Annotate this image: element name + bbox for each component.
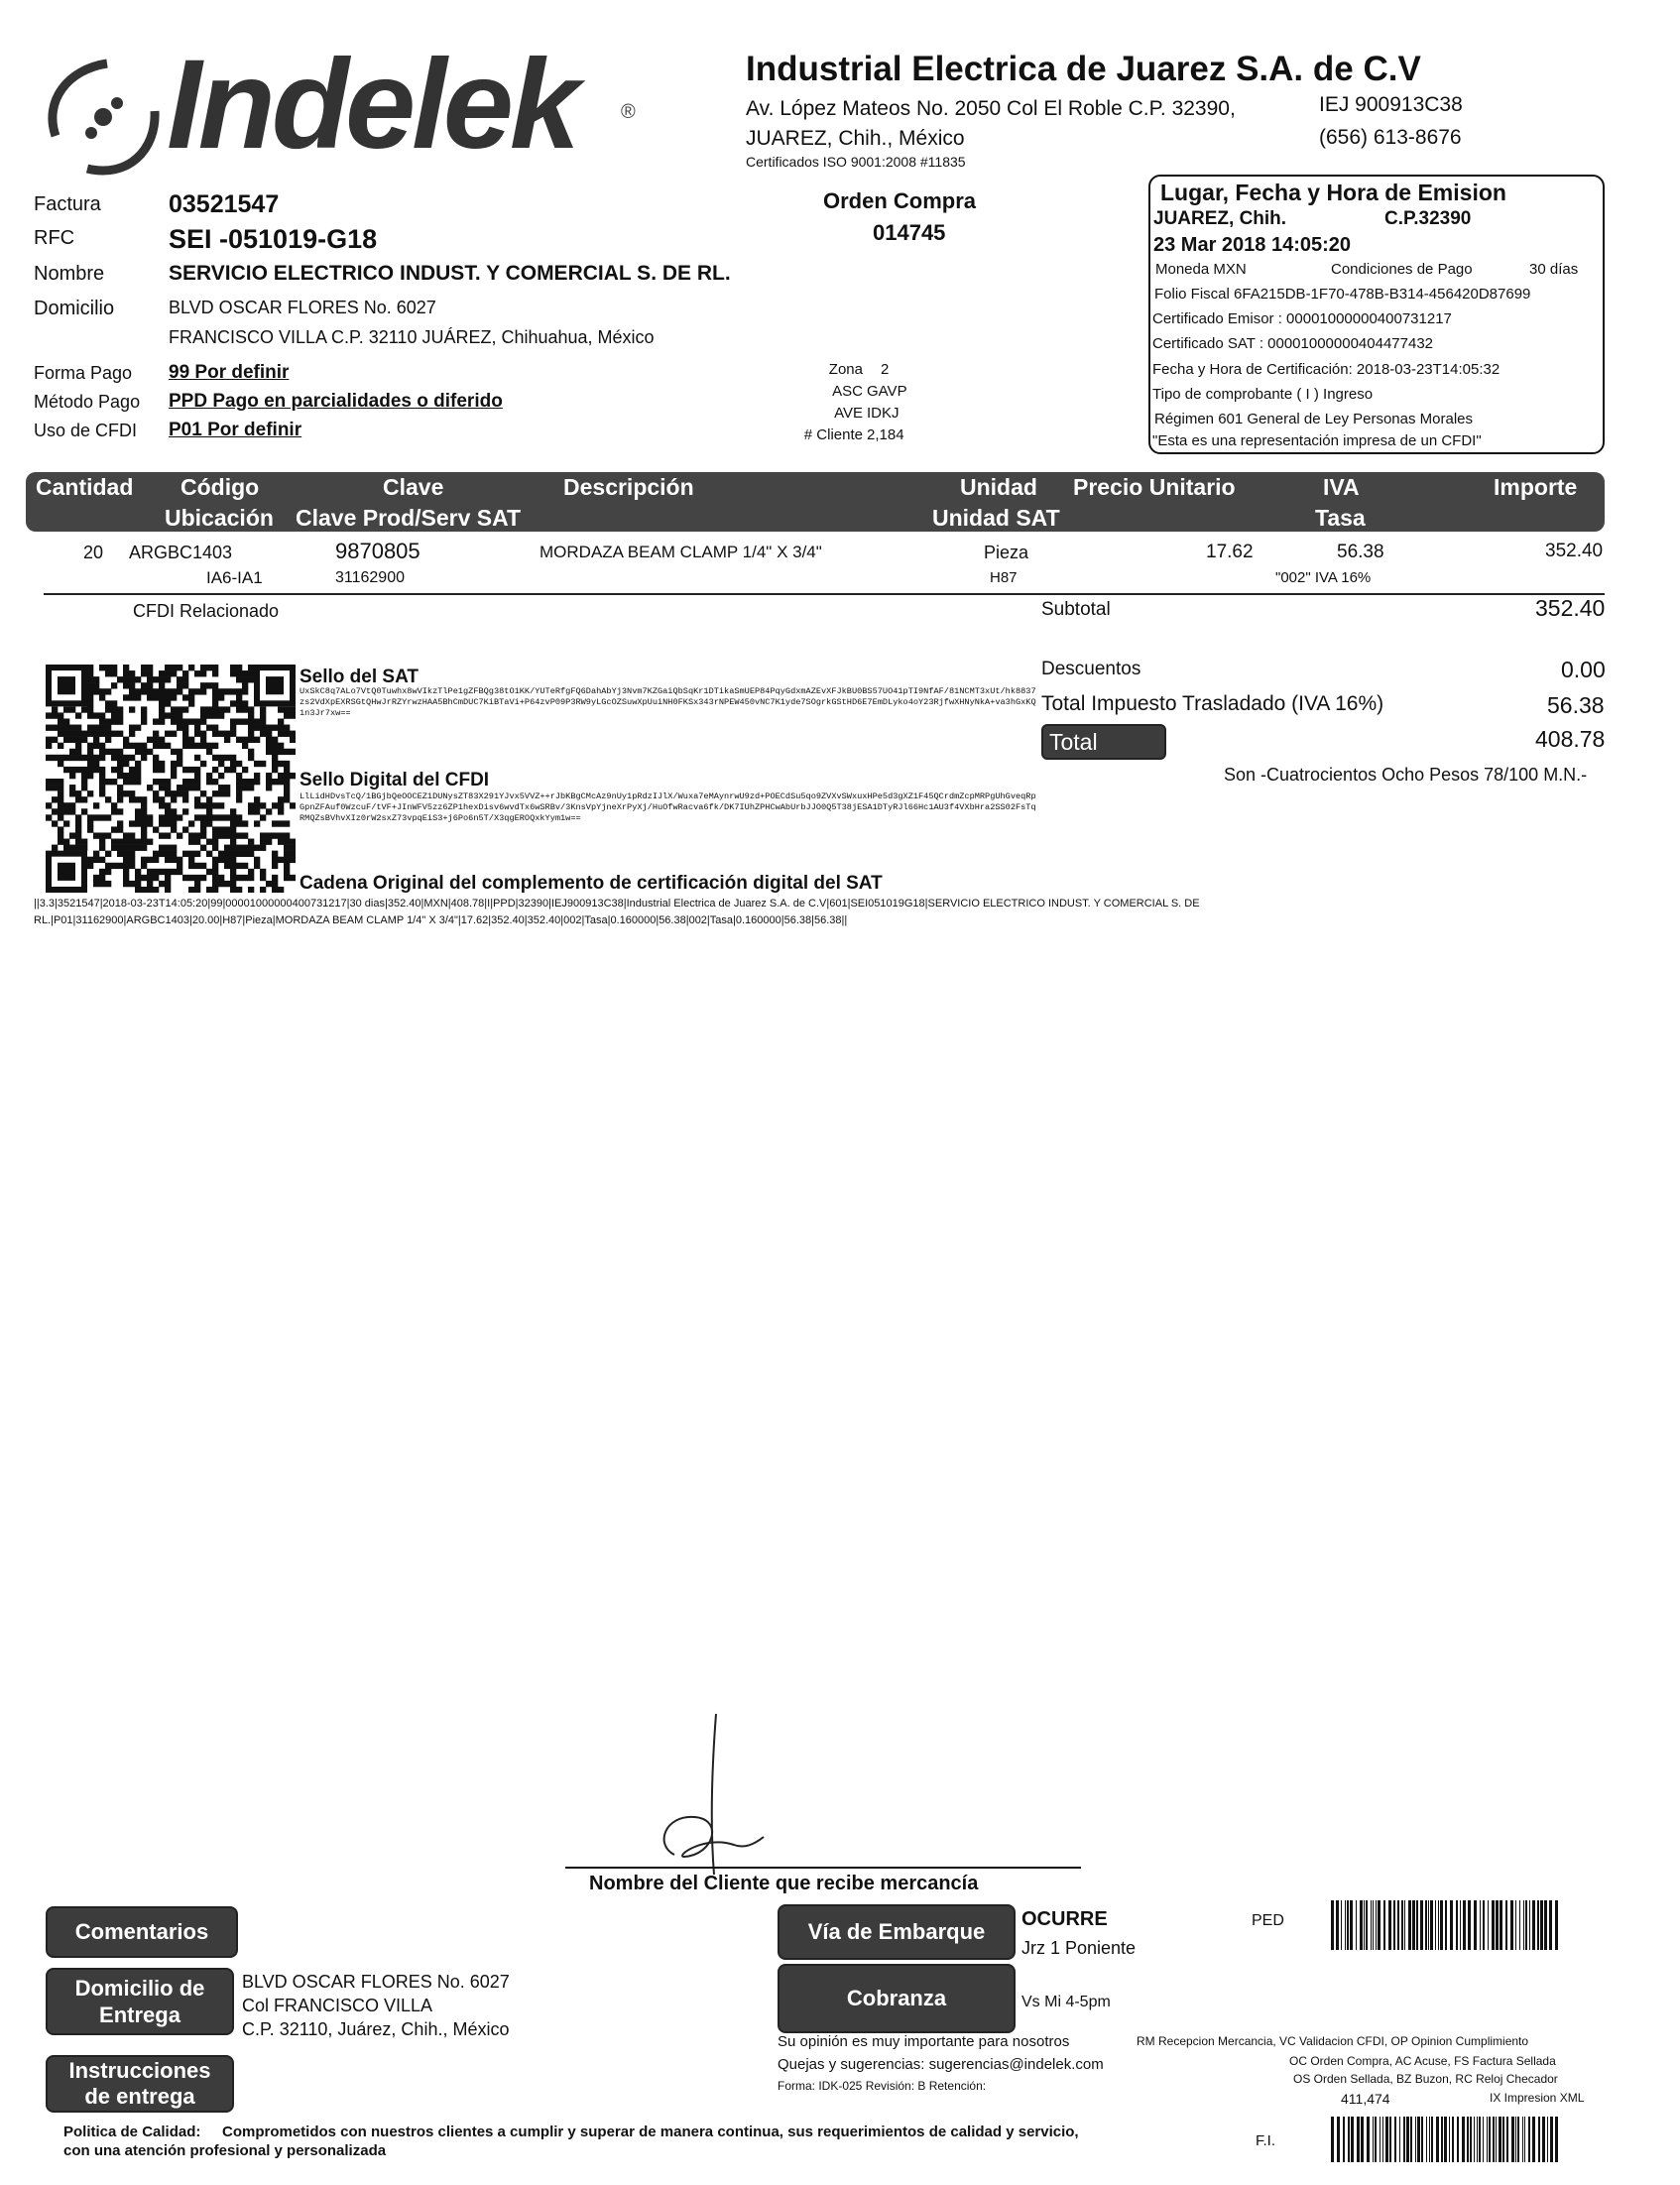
- qr-code: [46, 665, 296, 893]
- ave: IDKJ: [867, 405, 900, 422]
- cadena-line-1: ||3.3|3521547|2018-03-23T14:05:20|99|00001000000400731217|30 dias|352.40|MXN|408.78|I|PPD|32390|IEJ900913C38|Industrial Electrica de Juarez S.A. de C.V|601|SEI051019G18|SERVICIO ELECTRICO INDUST. Y COMERCIAL S. DE: [34, 898, 1200, 910]
- moneda: Moneda MXN: [1155, 261, 1247, 278]
- row-unidad-sat: H87: [990, 569, 1018, 586]
- fi-label: F.I.: [1256, 2132, 1276, 2149]
- cadena-line-2: RL.|P01|31162900|ARGBC1403|20.00|H87|Pieza|MORDAZA BEAM CLAMP 1/4" X 3/4"|17.62|352.40|352.40|002|Tasa|0.160000|56.38|002|Tasa|0.160000|56.38|56.38||: [34, 914, 848, 926]
- emision-cp: C.P.32390: [1384, 208, 1472, 229]
- domicilio-label: Domicilio: [34, 298, 115, 319]
- cert-sat: Certificado SAT : 00001000000404477432: [1152, 335, 1434, 352]
- condiciones-label: Condiciones de Pago: [1331, 261, 1473, 278]
- instrucciones-label: Instrucciones de entrega: [46, 2055, 234, 2113]
- emision-title: Lugar, Fecha y Hora de Emision: [1160, 180, 1506, 205]
- row-clave: 9870805: [335, 539, 420, 563]
- row-codigo: ARGBC1403: [129, 543, 233, 562]
- factura-number: 03521547: [169, 190, 280, 218]
- barcode-top: [1331, 1900, 1559, 1950]
- impuesto-label: Total Impuesto Trasladado (IVA 16%): [1041, 692, 1384, 715]
- client-address-1: BLVD OSCAR FLORES No. 6027: [169, 298, 436, 317]
- row-precio: 17.62: [1206, 542, 1254, 562]
- header-iva: IVA: [1323, 474, 1360, 500]
- row-importe: 352.40: [1545, 541, 1604, 561]
- metodo-pago-label: Método Pago: [34, 392, 141, 412]
- total-label: Total: [1041, 724, 1166, 760]
- fecha-certificacion: Fecha y Hora de Certificación: 2018-03-23T14:05:32: [1152, 361, 1500, 378]
- condiciones-dias: 30 días: [1529, 261, 1579, 278]
- importe-letra: Son -Cuatrocientos Ocho Pesos 78/100 M.N.-: [1224, 765, 1588, 785]
- opinion-text: Su opinión es muy importante para nosotros: [778, 2033, 1070, 2050]
- zona-label: Zona: [828, 361, 863, 378]
- politica-line-2: con una atención profesional y personalizada: [63, 2142, 387, 2159]
- legend-2: OC Orden Compra, AC Acuse, FS Factura Sellada: [1289, 2054, 1556, 2068]
- metodo-pago: PPD Pago en parcialidades o diferido: [169, 391, 503, 412]
- header-clave-prod: Clave Prod/Serv SAT: [296, 505, 522, 531]
- cadena-label: Cadena Original del complemento de certificación digital del SAT: [300, 873, 883, 894]
- cliente-number: 2,184: [867, 426, 904, 443]
- header-precio: Precio Unitario: [1073, 474, 1236, 500]
- header-unidad-sat: Unidad SAT: [932, 505, 1060, 531]
- uso-cfdi-label: Uso de CFDI: [34, 421, 138, 440]
- row-unidad: Pieza: [984, 543, 1029, 562]
- zona: 2: [881, 361, 890, 378]
- orden-compra: 014745: [873, 220, 946, 245]
- company-cert: Certificados ISO 9001:2008 #11835: [746, 154, 966, 170]
- legend-4: IX Impresion XML: [1490, 2091, 1585, 2105]
- client-address-2: FRANCISCO VILLA C.P. 32110 JUÁREZ, Chihuahua, México: [169, 327, 655, 347]
- barcode-bottom: [1331, 2117, 1559, 2162]
- uso-cfdi: P01 Por definir: [169, 420, 302, 440]
- cobranza-label: Cobranza: [778, 1964, 1016, 2033]
- via-embarque-sub: Jrz 1 Poniente: [1021, 1938, 1137, 1958]
- header-tasa: Tasa: [1315, 505, 1366, 531]
- row-descripcion: MORDAZA BEAM CLAMP 1/4" X 3/4": [540, 543, 822, 561]
- registered-icon: ®: [621, 101, 636, 123]
- company-address-2: JUAREZ, Chih., México: [746, 127, 965, 150]
- forma-pago: 99 Por definir: [169, 362, 290, 383]
- entrega-line-2: Col FRANCISCO VILLA: [242, 1996, 433, 2015]
- forma-pago-label: Forma Pago: [34, 363, 133, 383]
- client-name: SERVICIO ELECTRICO INDUST. Y COMERCIAL S. DE RL.: [169, 262, 731, 285]
- sello-cfdi: LlLidHDvsTcQ/1BGjbQeOOCEZ1DUNysZT83X291YJvx5VVZ++rJbKBgCMcAz9nUy1pRdzIJlX/Wuxa7eMAynrwU9zd+POECdSu5qo9ZVXvSWxuxHPe5d3gXZ1F45QCrdmZcpMRPgUhGveqRpGpnZFAuf0WzcuF/tVF+JInWFV5zz6ZP1hexDisv6wvdTx6wSRBv/3KnsVpYjneXrPyXj/HuOfwRacva6fk/DK7IUhZPHCwAbUrbJJO0Q5T38jESA1DTyRJl66Hc1AU3f4VXbHra2SS02FsTqRMQZsBVhvXIz0rW2sxZ73vpqEiS3+j6Po6n5T/X3qgEROQxkYym1w==: [300, 791, 1036, 823]
- asc: GAVP: [867, 383, 907, 400]
- sello-cfdi-label: Sello Digital del CFDI: [300, 770, 490, 790]
- entrega-line-1: BLVD OSCAR FLORES No. 6027: [242, 1972, 510, 1992]
- company-address-1: Av. López Mateos No. 2050 Col El Roble C.P. 32390,: [746, 97, 1236, 120]
- emision-datetime: 23 Mar 2018 14:05:20: [1153, 234, 1352, 256]
- row-tasa: "002" IVA 16%: [1275, 569, 1372, 586]
- politica-line-1: Comprometidos con nuestros clientes a cumplir y superar de manera continua, sus requerimientos de calidad y servicio,: [222, 2124, 1079, 2140]
- cliente-label: # Cliente: [803, 426, 863, 443]
- header-unidad: Unidad: [960, 474, 1037, 500]
- via-embarque: OCURRE: [1021, 1908, 1108, 1930]
- row-ubicacion: IA6-IA1: [206, 568, 263, 587]
- sello-sat-label: Sello del SAT: [300, 667, 420, 687]
- header-ubicacion: Ubicación: [165, 505, 274, 531]
- quejas-text: Quejas y sugerencias: sugerencias@indelek.com: [778, 2056, 1104, 2073]
- via-embarque-label: Vía de Embarque: [778, 1904, 1016, 1960]
- leyenda-cfdi: "Esta es una representación impresa de un CFDI": [1152, 432, 1482, 449]
- impuesto-value: 56.38: [1547, 692, 1605, 718]
- cfdi-relacionado: CFDI Relacionado: [133, 601, 280, 621]
- firma-label: Nombre del Cliente que recibe mercancía: [589, 1873, 979, 1894]
- subtotal-value: 352.40: [1535, 595, 1606, 621]
- comentarios-label: Comentarios: [46, 1906, 238, 1958]
- nombre-label: Nombre: [34, 263, 105, 285]
- company-rfc: IEJ 900913C38: [1319, 93, 1463, 116]
- domicilio-entrega-label: Domicilio de Entrega: [46, 1968, 234, 2035]
- orden-compra-label: Orden Compra: [823, 188, 977, 213]
- header-codigo: Código: [180, 474, 260, 500]
- politica-label: Politica de Calidad:: [63, 2124, 201, 2140]
- table-divider: [44, 593, 1605, 595]
- rfc-label: RFC: [34, 227, 75, 249]
- legend-1: RM Recepcion Mercancia, VC Validacion CFDI, OP Opinion Cumplimiento: [1137, 2034, 1529, 2048]
- regimen: Régimen 601 General de Ley Personas Morales: [1154, 411, 1474, 427]
- entrega-line-3: C.P. 32110, Juárez, Chih., México: [242, 2019, 510, 2039]
- folio-fiscal: Folio Fiscal 6FA215DB-1F70-478B-B314-456420D87699: [1154, 286, 1531, 303]
- total-value: 408.78: [1535, 726, 1606, 752]
- ave-label: AVE: [834, 405, 863, 422]
- header-cantidad: Cantidad: [36, 474, 134, 500]
- legend-number: 411,474: [1341, 2091, 1390, 2107]
- subtotal-label: Subtotal: [1041, 599, 1111, 620]
- legend-3: OS Orden Sellada, BZ Buzon, RC Reloj Checador: [1293, 2072, 1558, 2086]
- logo-text: Indelek: [167, 34, 577, 176]
- emision-city: JUAREZ, Chih.: [1153, 208, 1287, 229]
- descuentos-label: Descuentos: [1041, 659, 1141, 679]
- forma-text: Forma: IDK-025 Revisión: B Retención:: [778, 2079, 987, 2093]
- descuentos-value: 0.00: [1561, 657, 1606, 682]
- signature: [615, 1706, 813, 1884]
- tipo-comprobante: Tipo de comprobante ( I ) Ingreso: [1152, 386, 1374, 403]
- company-logo: [28, 34, 653, 190]
- factura-label: Factura: [34, 193, 101, 215]
- header-descripcion: Descripción: [563, 474, 694, 500]
- signature-line: [565, 1867, 1081, 1869]
- ped-label: PED: [1252, 1912, 1284, 1929]
- client-rfc: SEI -051019-G18: [169, 224, 378, 254]
- cert-emisor: Certificado Emisor : 00001000000400731217: [1152, 310, 1452, 327]
- header-clave: Clave: [383, 474, 444, 500]
- sello-sat: UxSkC8q7ALo7VtQ0Tuwhx8wVIkzTlPe1gZFBQg38tO1KK/YUTeRfgFQ6DahAbYj3Nvm7KZGaiQbSqKr1DTikaSmUEP84PqyGdxmAZEvXFJkBU0BS57UO41pTI9NfAF/81NCMT3xUt/hk8837zs2VdXpEXRSGtQHwJrRZYrwzHAA5BhCmDUC7KiBTaVi+P64zvP09P3RW9yLGcOZSuwXpUuiNH0FKSx343rNPEW450vNC7K1yde7SOgrkGStHD6E7EmDLyko4oY23RjfwXHNyNkA+va3hGxKQ1n3Jr7xw==: [300, 686, 1036, 718]
- row-clave-prod: 31162900: [335, 569, 405, 586]
- zona-values: [869, 359, 907, 446]
- company-phone: (656) 613-8676: [1319, 126, 1462, 149]
- header-importe: Importe: [1494, 474, 1578, 500]
- cobranza-horario: Vs Mi 4-5pm: [1021, 1994, 1111, 2010]
- company-name: Industrial Electrica de Juarez S.A. de C.V: [746, 50, 1421, 88]
- asc-label: ASC: [832, 383, 863, 400]
- row-iva: 56.38: [1337, 542, 1384, 562]
- row-cantidad: 20: [83, 543, 104, 562]
